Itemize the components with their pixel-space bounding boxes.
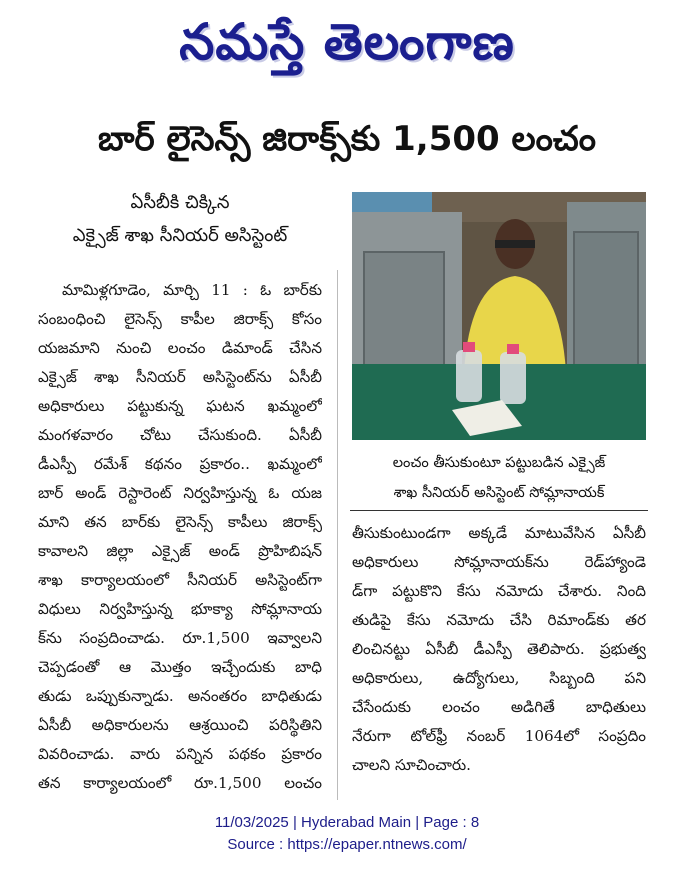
article-line: మామిళ్లగూడెం, మార్చి 11 : ఓ బార్‌కు: [62, 281, 322, 299]
headline: బార్ లైసెన్స్ జిరాక్స్‌కు 1,500 లంచం: [98, 119, 596, 159]
article-line: చెప్పడంతో ఆ మొత్తం ఇచ్చేందుకు బాధి: [38, 658, 322, 676]
article-line: తుడిపై కేసు నమోదు చేసి రిమాండ్‌కు తర: [352, 611, 646, 629]
article-line: సంబంధించి లైసెన్స్ కాపీల జిరాక్స్ కోసం: [38, 310, 322, 328]
adjacent-article-edge: [686, 100, 692, 320]
caption-line1: లంచం తీసుకుంటూ పట్టుబడిన ఎక్సైజ్: [392, 455, 606, 471]
article-line: అధికారులు పట్టుకున్న ఘటన ఖమ్మంలో: [38, 397, 322, 415]
subheadline-line2: ఎక్సైజ్ శాఖ సీనియర్ అసిస్టెంట్: [72, 225, 288, 246]
masthead-logo: నమస్తే తెలంగాణ: [179, 12, 515, 71]
article-line: మంగళవారం చోటు చేసుకుంది. ఏసీబీ: [38, 426, 322, 444]
article-line: యజమాని నుంచి లంచం డిమాండ్ చేసిన: [38, 339, 322, 357]
article-right-column: [352, 519, 646, 780]
article-left-column: [38, 276, 322, 798]
photo-caption: [350, 448, 648, 508]
photo-bottle-right: [500, 352, 526, 404]
article-line: మాని తన బార్‌కు లైసెన్స్ కాపీలు జిరాక్స్: [38, 513, 322, 531]
article-line: తీసుకుంటుండగా అక్కడే మాటువేసిన ఏసీబీ: [352, 524, 646, 542]
article-line: తన కార్యాలయంలో రూ.1,500 లంచం: [38, 774, 322, 792]
column-divider: [337, 270, 338, 800]
footer-date-edition: 11/03/2025 | Hyderabad Main | Page : 8: [214, 814, 480, 831]
article-line: అధికారులు, ఉద్యోగులు, సిబ్బంది పని: [352, 669, 646, 687]
article-line: ఎక్సైజ్ శాఖ సీనియర్ అసిస్టెంట్‌ను ఏసీబీ: [38, 368, 322, 386]
article-line: విధులు నిర్వహిస్తున్న భూక్యా సోమ్లానాయ: [38, 600, 322, 618]
article-line: కావాలని జిల్లా ఎక్సైజ్ అండ్ ప్రొహిబిషన్: [38, 542, 322, 560]
article-line: క్‌ను సంప్రదించాడు. రూ.1,500 ఇవ్వాలని: [38, 629, 322, 647]
caption-divider: [350, 510, 648, 511]
article-line: వివరించాడు. వారు పన్నిన పథకం ప్రకారం: [38, 745, 322, 763]
article-line: అధికారులు సోమ్లానాయక్‌ను రెడ్‌హ్యాండె: [352, 553, 646, 571]
article-line: డ్‌గా పట్టుకొని కేసు నమోదు చేశారు. నింది: [352, 582, 646, 600]
footer-source: Source : https://epaper.ntnews.com/: [227, 836, 467, 853]
article-line: బార్ అండ్ రెస్టారెంట్ నిర్వహిస్తున్న ఓ యజ: [38, 484, 322, 502]
caption-line2: శాఖ సీనియర్ అసిస్టెంట్ సోమ్లానాయక్: [393, 485, 605, 501]
article-line: ఏసీబీ అధికారులను ఆశ్రయించి పరిస్థితిని: [38, 716, 322, 734]
article-line: లించినట్టు ఏసీబీ డీఎస్పీ తెలిపారు. ప్రభుత్వ: [352, 640, 646, 658]
photo-bottle-left: [456, 350, 482, 402]
article-line: చాలని సూచించారు.: [352, 756, 471, 774]
article-line: నేరుగా టోల్‌ఫ్రీ నంబర్ 1064లో సంప్రదిం: [352, 727, 646, 745]
subheadline-line1: ఏసీబీకి చిక్కిన: [130, 192, 230, 213]
article-line: డీఎస్పీ రమేశ్ కథనం ప్రకారం.. ఖమ్మంలో: [38, 455, 322, 473]
article-line: శాఖ కార్యాలయంలో సీనియర్ అసిస్టెంట్‌గా: [38, 571, 322, 589]
photo-illustration: [352, 192, 646, 440]
article-line: చేసేందుకు లంచం అడిగితే బాధితులు: [352, 698, 646, 716]
article-line: తుడు ఒప్పుకున్నాడు. అనంతరం బాధితుడు: [38, 687, 322, 705]
news-photo: [352, 192, 646, 440]
